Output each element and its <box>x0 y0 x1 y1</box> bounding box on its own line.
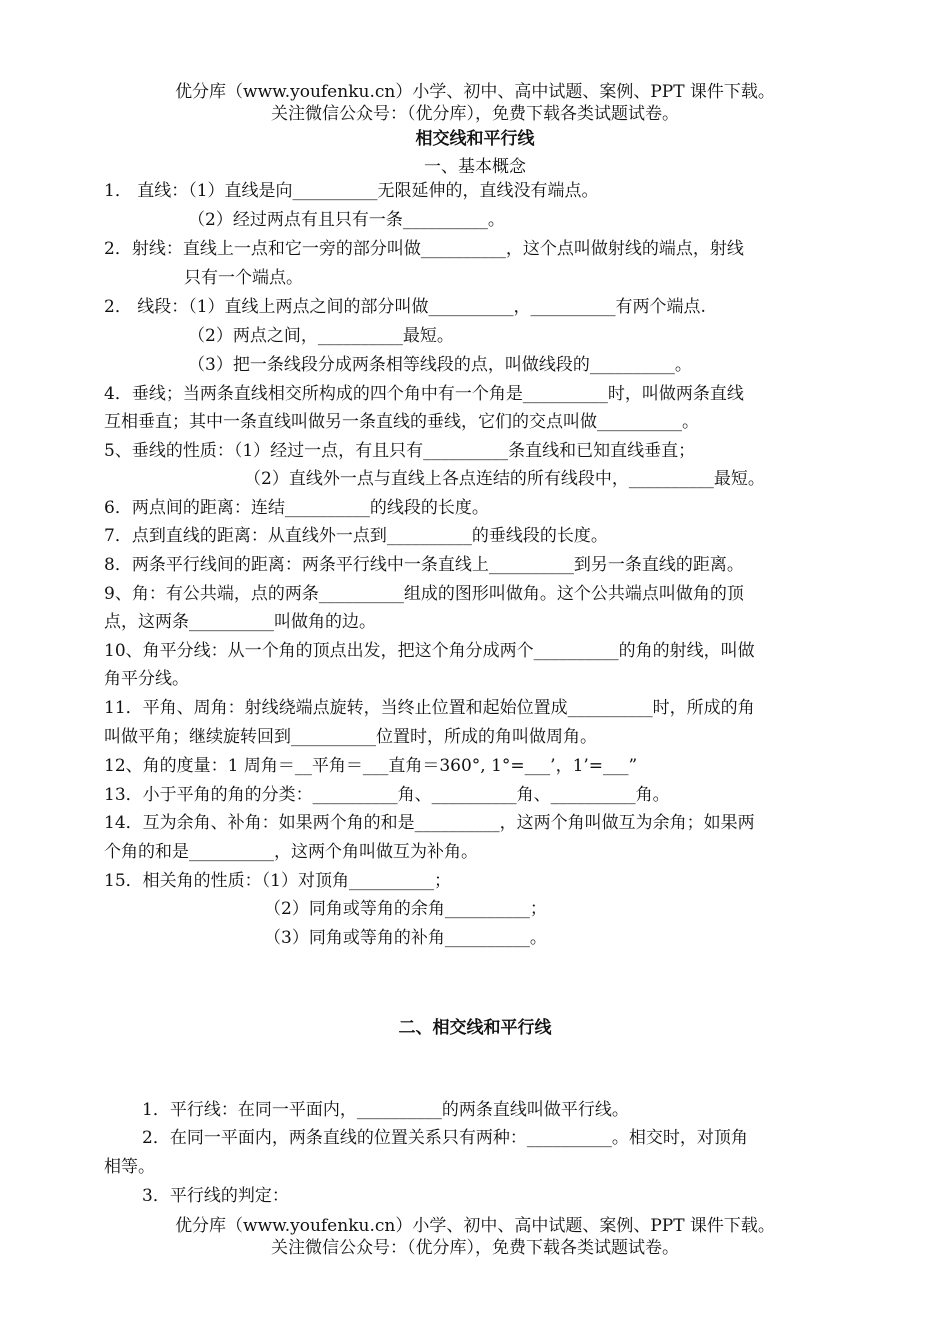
line-4-1: 4．垂线；当两条直线相交所构成的四个角中有一个角是__________时，叫做两条直线 <box>104 384 744 404</box>
section-2-line-3: 相等。 <box>104 1157 155 1177</box>
line-14-2: 个角的和是__________，这两个角叫做互为补角。 <box>104 842 478 862</box>
line-6: 6．两点间的距离：连结__________的线段的长度。 <box>104 498 489 518</box>
line-11-1: 11．平角、周角：射线绕端点旋转，当终止位置和起始位置成__________时，所成的角 <box>104 698 755 718</box>
footer-line-1: 优分库（www.youfenku.cn）小学、初中、高中试题、案例、PPT 课件下载。 <box>175 1216 775 1236</box>
line-3-3: （3）把一条线段分成两条相等线段的点，叫做线段的__________。 <box>188 355 692 375</box>
line-13: 13．小于平角的角的分类：__________角、__________角、__________角。 <box>104 785 670 805</box>
document-title: 相交线和平行线 <box>415 129 535 149</box>
section-1-title: 一、基本概念 <box>424 157 526 177</box>
line-8: 8．两条平行线间的距离：两条平行线中一条直线上__________到另一条直线的距离。 <box>104 555 744 575</box>
line-2-2: 只有一个端点。 <box>184 268 303 288</box>
section-2-line-2: 2．在同一平面内，两条直线的位置关系只有两种：__________。相交时，对顶角 <box>142 1128 748 1148</box>
line-10-1: 10、角平分线：从一个角的顶点出发，把这个角分成两个__________的角的射线，叫做 <box>104 641 755 661</box>
line-12: 12、角的度量：1 周角＝__平角＝___直角＝360°, 1°=___’，1’=___” <box>104 756 638 776</box>
line-9-1: 9、角：有公共端，点的两条__________组成的图形叫做角。这个公共端点叫做角的顶 <box>104 584 744 604</box>
line-3-2: （2）两点之间，__________最短。 <box>188 326 454 346</box>
line-7: 7．点到直线的距离：从直线外一点到__________的垂线段的长度。 <box>104 526 608 546</box>
line-15-1: 15．相关角的性质：（1）对顶角__________； <box>104 871 451 891</box>
header-line-1: 优分库（www.youfenku.cn）小学、初中、高中试题、案例、PPT 课件下载。 <box>175 82 775 102</box>
line-1-1: 1． 直线：（1）直线是向__________无限延伸的，直线没有端点。 <box>104 181 599 201</box>
section-2-line-4: 3．平行线的判定： <box>142 1186 289 1206</box>
line-10-2: 角平分线。 <box>104 669 189 689</box>
line-15-2: （2）同角或等角的余角__________； <box>264 899 547 919</box>
line-5-2: （2）直线外一点与直线上各点连结的所有线段中，__________最短。 <box>244 469 765 489</box>
line-15-3: （3）同角或等角的补角__________。 <box>264 928 547 948</box>
line-2-1: 2．射线：直线上一点和它一旁的部分叫做__________，这个点叫做射线的端点，射线 <box>104 239 744 259</box>
footer-line-2: 关注微信公众号：（优分库），免费下载各类试题试卷。 <box>271 1238 679 1258</box>
header-line-2: 关注微信公众号：（优分库），免费下载各类试题试卷。 <box>271 104 679 124</box>
line-11-2: 叫做平角；继续旋转回到__________位置时，所成的角叫做周角。 <box>104 727 597 747</box>
line-1-2: （2）经过两点有且只有一条__________。 <box>188 210 505 230</box>
line-9-2: 点，这两条__________叫做角的边。 <box>104 612 376 632</box>
line-3-1: 2． 线段：（1）直线上两点之间的部分叫做__________，__________有两个端点. <box>104 297 706 317</box>
line-14-1: 14．互为余角、补角：如果两个角的和是__________，这两个角叫做互为余角；如果两 <box>104 813 755 833</box>
line-4-2: 互相垂直；其中一条直线叫做另一条直线的垂线，它们的交点叫做__________。 <box>104 412 699 432</box>
section-2-line-1: 1．平行线：在同一平面内，__________的两条直线叫做平行线。 <box>142 1100 629 1120</box>
line-5-1: 5、垂线的性质：（1）经过一点，有且只有__________条直线和已知直线垂直； <box>104 441 696 461</box>
section-2-title: 二、相交线和平行线 <box>398 1018 552 1038</box>
